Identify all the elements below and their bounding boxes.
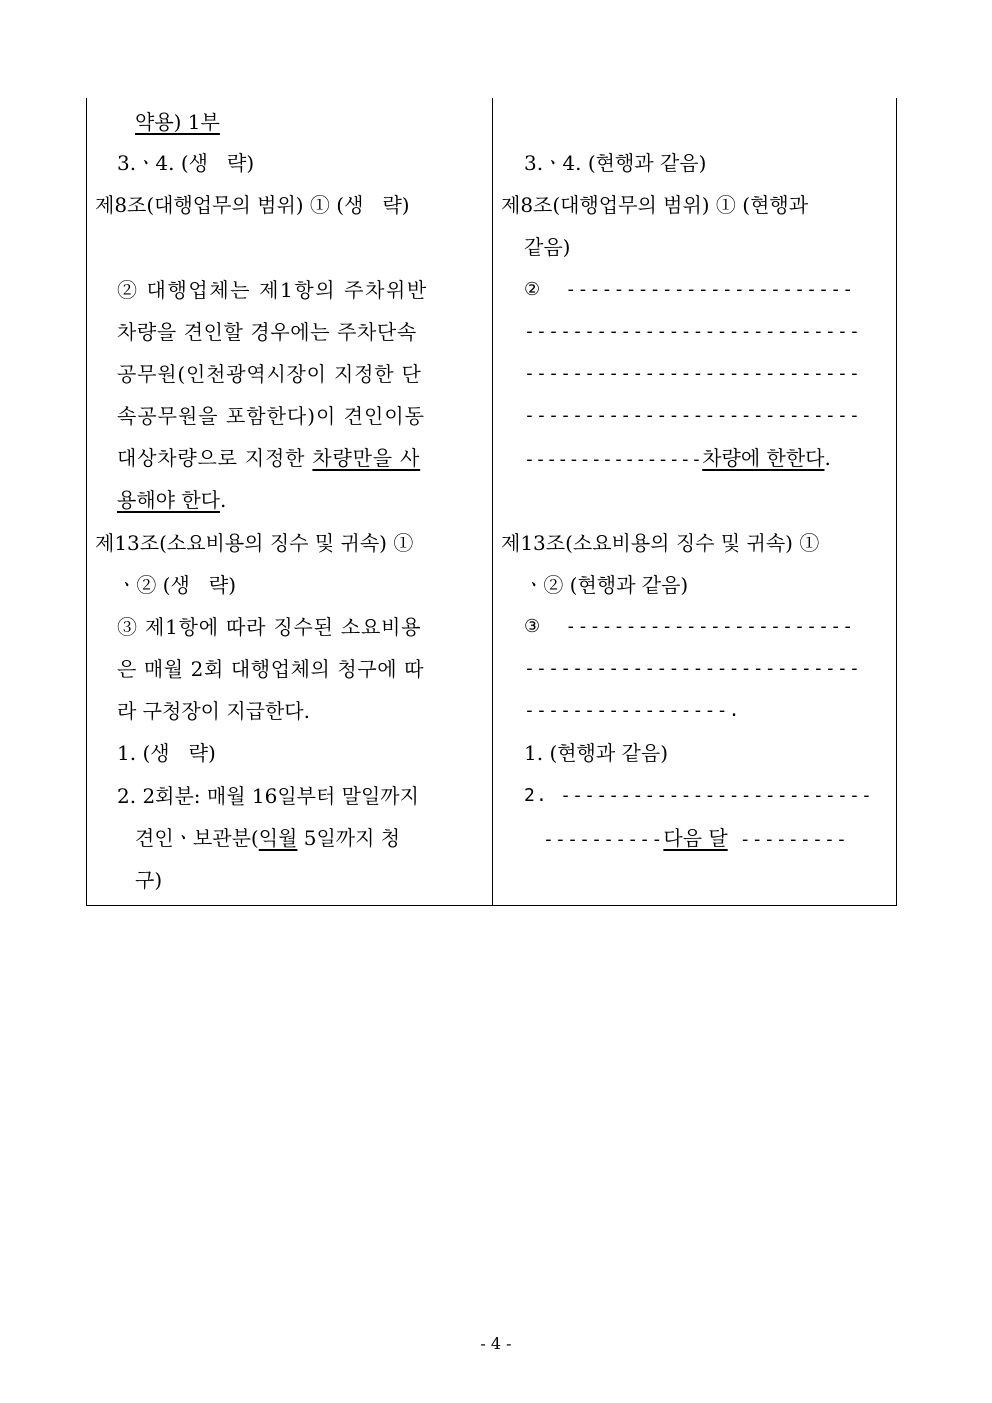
left-line-5: 차량을 견인할 경우에는 주차단속 [117,320,417,344]
right-line-3: 같음) [524,235,571,259]
underlined-text: 다음 달 [663,826,728,850]
dash-fill: --------- [727,829,849,850]
article-13-heading: 제13조(소요비용의 징수 및 귀속) ① [95,531,414,555]
text-segment: . [219,488,227,512]
underlined-text: 익월 [258,826,298,850]
left-line-13: 은 매월 2회 대행업체의 청구에 따 [117,657,425,681]
page-number: - 4 - [480,1334,512,1353]
column-divider [492,98,493,905]
right-line-13: -----------------. [524,700,741,721]
left-line-18: 구) [135,868,163,892]
left-line-14: 라 구청장이 지급한다. [117,699,310,723]
right-article-13-heading: 제13조(소요비용의 징수 및 귀속) ① [501,531,820,555]
left-line-17 [135,826,400,850]
left-line-11: ㆍ② (생 략) [117,573,236,597]
text-segment: . [824,446,831,470]
left-line-6: 공무원(인천광역시장이 지정한 단 [117,362,422,386]
comparison-table [86,98,897,906]
text-segment: 견인ㆍ보관분( [135,826,259,850]
left-line-2: 3.ㆍ4. (생 략) [117,151,255,175]
text-segment: 5일까지 청 [297,826,401,850]
right-line-7: ---------------------------- [524,405,862,426]
dash-fill: ---------- [543,829,664,850]
right-line-4: ② ------------------------ [524,279,855,300]
underlined-text: 차량만을 사 [312,446,421,470]
right-line-5: ---------------------------- [524,321,862,342]
left-line-7: 속공무원을 포함한다)이 견인이동 [117,404,425,428]
right-line-8 [524,446,831,472]
right-line-10: ㆍ② (현행과 같음) [524,573,689,597]
left-line-9 [117,488,226,512]
right-line-16 [543,826,848,852]
right-article-8-heading: 제8조(대행업무의 범위) ① (현행과 [501,193,809,217]
left-line-16: 2. 2회분: 매월 16일부터 말일까지 [117,784,419,808]
dash-fill: ---------------- [524,449,703,470]
underlined-text: 용해야 한다 [117,488,220,512]
right-line-15: 2. -------------------------- [524,785,874,806]
right-line-12: ---------------------------- [524,658,862,679]
left-line-1 [135,110,220,134]
left-line-15: 1. (생 략) [117,741,216,765]
right-line-6: ---------------------------- [524,363,862,384]
right-line-1: 3.ㆍ4. (현행과 같음) [524,151,707,175]
article-8-heading: 제8조(대행업무의 범위) ① (생 략) [95,193,410,217]
underlined-text: 약용) 1부 [135,110,220,134]
text-segment: 대상차량으로 지정한 [117,446,313,470]
left-line-12: ③ 제1항에 따라 징수된 소요비용 [117,615,422,639]
right-line-11: ③ ------------------------ [524,616,855,637]
left-line-8 [117,446,420,470]
left-line-4: ② 대행업체는 제1항의 주차위반 [117,278,428,302]
underlined-text: 차량에 한한다 [702,446,825,470]
right-line-14: 1. (현행과 같음) [524,741,669,765]
